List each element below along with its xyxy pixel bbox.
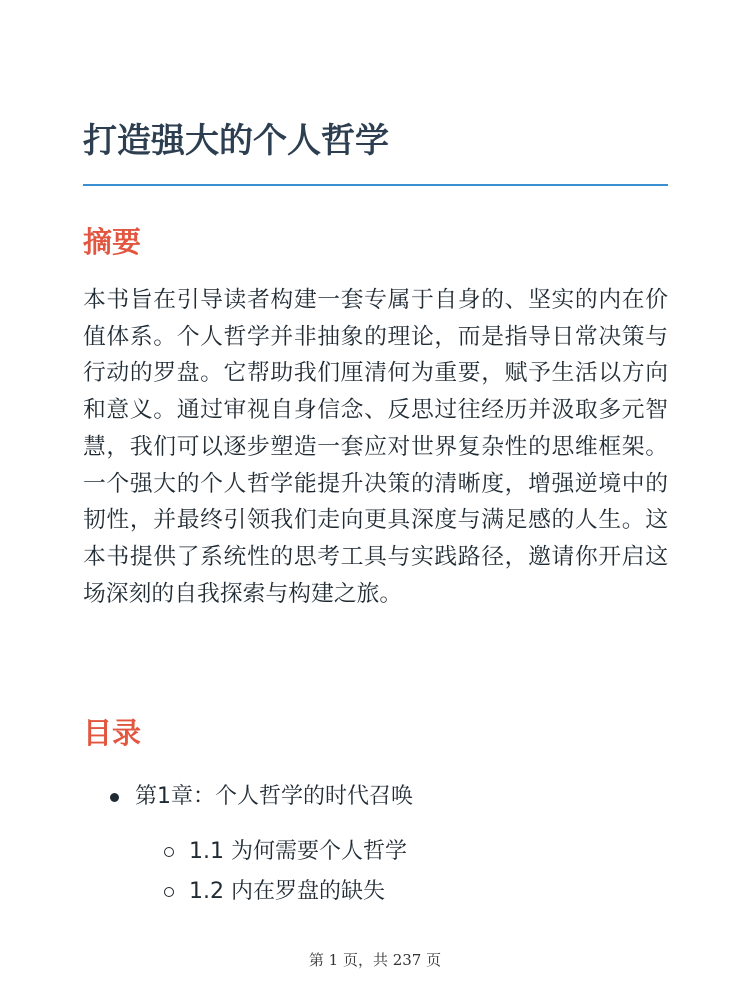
bullet-disc-icon — [110, 793, 119, 802]
summary-heading: 摘要 — [83, 225, 142, 259]
toc-section-label: 1.2 内在罗盘的缺失 — [189, 879, 385, 904]
toc-heading: 目录 — [83, 716, 142, 750]
toc-chapter-label: 第1章：个人哲学的时代召唤 — [135, 784, 413, 809]
toc-spacer — [83, 817, 668, 832]
toc-section-label: 1.1 为何需要个人哲学 — [189, 839, 407, 864]
document-page — [83, 0, 668, 1000]
title-divider — [83, 184, 668, 186]
page-number-footer: 第 1 页，共 237 页 — [308, 951, 442, 969]
summary-paragraph: 本书旨在引导读者构建一套专属于自身的、坚实的内在价值体系。个人哲学并非抽象的理论，而是指导日常决策与行动的罗盘。它帮助我们厘清何为重要，赋予生活以方向和意义。通过审视自身信念、反思过往经历并汲取多元智慧，我们可以逐步塑造一套应对世界复杂性的思维框架。一个强大的个人哲学能提升决策的清晰度，增强逆境中的韧性，并最终引领我们走向更具深度与满足感的人生。这本书提供了系统性的思考工具与实践路径，邀请你开启这场深刻的自我探索与构建之旅。 — [83, 287, 668, 607]
toc-section-item[interactable] — [83, 872, 668, 912]
bullet-circle-icon — [164, 847, 174, 857]
toc-chapter-item[interactable] — [83, 777, 668, 817]
bullet-circle-icon — [164, 887, 174, 897]
toc-list — [83, 777, 668, 912]
document-title: 打造强大的个人哲学 — [83, 121, 389, 161]
toc-section-item[interactable] — [83, 832, 668, 872]
